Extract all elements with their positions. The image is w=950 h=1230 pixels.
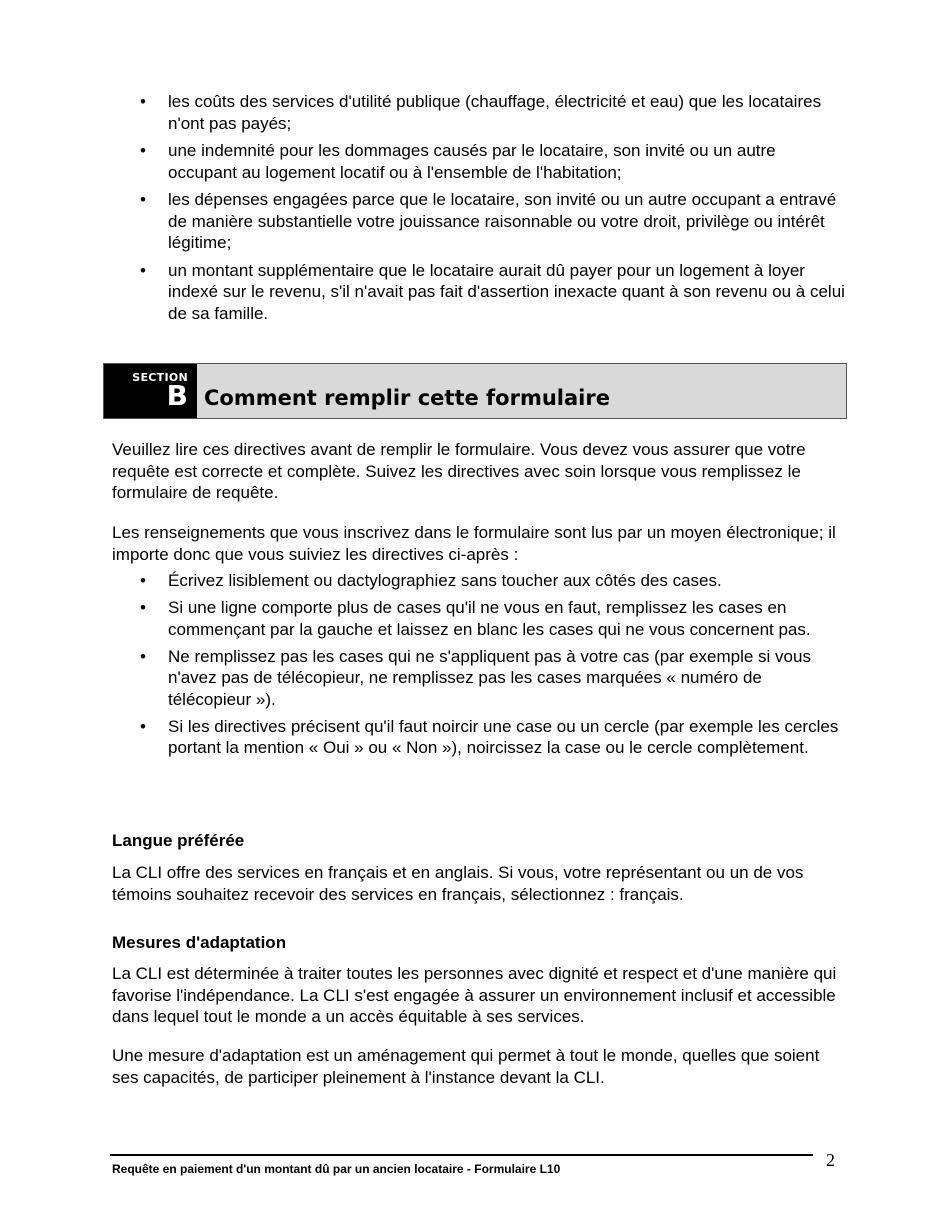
- section-letter: B: [166, 379, 188, 412]
- filling-rules-list: [112, 570, 847, 764]
- list-item: • les dépenses engagées parce que le locataire, son invité ou un autre occupant a entravé de manière substantielle votre jouissance raisonnable ou votre droit, privilège ou intérêt légitime;: [112, 189, 847, 254]
- list-item: • Si les directives précisent qu'il faut noircir une case ou un cercle (par exemple les cercles portant la mention « Oui » ou « Non »), noircissez la case ou le cercle complètement.: [112, 716, 847, 759]
- section-title: Comment remplir cette formulaire: [204, 386, 610, 410]
- footer-divider: [110, 1154, 813, 1156]
- section-b-header: [103, 363, 847, 419]
- section-label: SECTION: [132, 371, 188, 384]
- eligible-amounts-list: [112, 91, 847, 330]
- list-item: • un montant supplémentaire que le locataire aurait dû payer pour un logement à loyer indexé sur le revenu, s'il n'avait pas fait d'assertion inexacte quant à son revenu ou à celui de sa famille.: [112, 260, 847, 325]
- page-number: 2: [826, 1150, 835, 1170]
- list-item: • Écrivez lisiblement ou dactylographiez sans toucher aux côtés des cases.: [112, 570, 847, 592]
- footer-form-title: Requête en paiement d'un montant dû par un ancien locataire - Formulaire L10: [112, 1162, 561, 1176]
- accommodation-paragraph-1: La CLI est déterminée à traiter toutes les personnes avec dignité et respect et d'une manière qui favorise l'indépendance. La CLI s'est engagée à assurer un environnement inclusif et accessible dans lequel tout le monde a un accès équitable à ses services.: [112, 964, 837, 1026]
- language-paragraph: La CLI offre des services en français et en anglais. Si vous, votre représentant ou un de vos témoins souhaitez recevoir des services en français, sélectionnez : français.: [112, 863, 804, 904]
- section-tag: [104, 364, 197, 418]
- list-item: • les coûts des services d'utilité publique (chauffage, électricité et eau) que les locataires n'ont pas payés;: [112, 91, 847, 134]
- electronic-reading-paragraph: Les renseignements que vous inscrivez dans le formulaire sont lus par un moyen électronique; il importe donc que vous suiviez les directives ci-après :: [112, 523, 836, 564]
- instructions-paragraph: Veuillez lire ces directives avant de remplir le formulaire. Vous devez vous assurer que votre requête est correcte et complète. Suivez les directives avec soin lorsque vous remplissez le formulaire de requête.: [112, 440, 806, 502]
- list-item: • une indemnité pour les dommages causés par le locataire, son invité ou un autre occupant au logement locatif ou à l'ensemble de l'habitation;: [112, 140, 847, 183]
- accommodation-paragraph-2: Une mesure d'adaptation est un aménagement qui permet à tout le monde, quelles que soient ses capacités, de participer pleinement à l'instance devant la CLI.: [112, 1046, 820, 1087]
- list-item: • Si une ligne comporte plus de cases qu'il ne vous en faut, remplissez les cases en commençant par la gauche et laissez en blanc les cases qui ne vous concernent pas.: [112, 597, 847, 640]
- accommodation-heading: Mesures d'adaptation: [112, 933, 287, 952]
- language-heading: Langue préférée: [112, 831, 245, 850]
- list-item: • Ne remplissez pas les cases qui ne s'appliquent pas à votre cas (par exemple si vous n'avez pas de télécopieur, ne remplissez pas les cases marquées « numéro de télécopieur »).: [112, 646, 847, 711]
